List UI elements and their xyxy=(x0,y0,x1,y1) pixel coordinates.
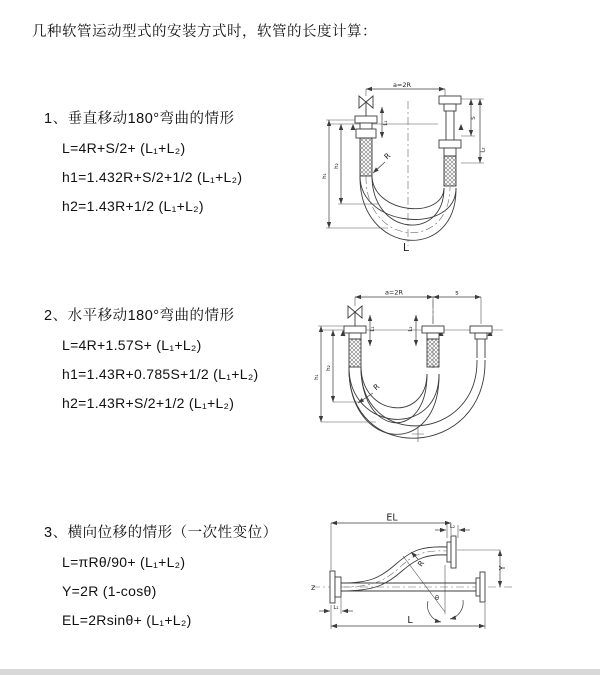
scan-edge-strip xyxy=(0,669,600,675)
d3-curved-hose xyxy=(341,547,447,591)
section-3 xyxy=(44,521,278,641)
formula-line: L=πRθ/90+ (L₁+L₂) xyxy=(62,554,186,570)
d3-dim-el-label: EL xyxy=(386,512,398,524)
d1-right-leg xyxy=(439,96,461,186)
d1-dim-h1-label: h₁ xyxy=(322,173,328,179)
d3-datum-label: Z xyxy=(311,584,316,592)
section-2-heading: 2、水平移动180°弯曲的情形 xyxy=(44,308,235,324)
formula-line: h1=1.432R+S/2+1/2 (L₁+L₂) xyxy=(62,169,243,185)
section-1 xyxy=(44,107,242,227)
d2-right-leg xyxy=(470,326,492,358)
d3-dim-l2-label: L₂ xyxy=(449,524,456,530)
d1-dim-a2r-label: a=2R xyxy=(392,81,412,89)
diagram-horizontal-bend xyxy=(298,282,558,472)
diagram-lateral-displacement xyxy=(300,508,580,673)
d3-left-flange xyxy=(330,571,341,603)
d1-radius-callout xyxy=(373,151,392,173)
formula-line: EL=2Rsinθ+ (L₁+L₂) xyxy=(62,612,192,628)
formula-line: L=4R+S/2+ (L₁+L₂) xyxy=(62,140,186,156)
d3-l1-dimension xyxy=(319,595,353,614)
d2-left-leg xyxy=(344,326,366,367)
d3-dim-l1-label: L₁ xyxy=(333,605,339,611)
d1-dim-l1-label: L₁ xyxy=(383,120,389,126)
section-2 xyxy=(44,304,259,424)
section-1-heading: 1、垂直移动180°弯曲的情形 xyxy=(44,111,235,127)
d1-length-label: L xyxy=(402,241,410,254)
d2-dim-h2-label: h₂ xyxy=(326,365,332,371)
d3-angle-label: θ xyxy=(435,594,439,602)
d1-radius-label: R xyxy=(382,151,393,162)
d2-top-dimensions xyxy=(355,289,481,325)
diagram-3-drawing xyxy=(300,508,580,668)
page-title: 几种软管运动型式的安装方式时，软管的长度计算： xyxy=(32,24,377,40)
d2-radius-label: R xyxy=(371,381,382,393)
formula-line: Y=2R (1-cosθ) xyxy=(62,583,157,599)
d2-hose-arcs xyxy=(349,360,485,442)
formula-line: L=4R+1.57S+ (L₁+L₂) xyxy=(62,337,202,353)
diagram-2-drawing xyxy=(298,282,558,467)
d3-dim-y-label: Y xyxy=(498,565,507,571)
d1-left-dimensions xyxy=(322,120,388,228)
d2-dim-l1-label: L₁ xyxy=(370,326,376,332)
d1-dim-s-label: S xyxy=(471,116,477,120)
d3-upper-flange xyxy=(447,536,456,568)
d2-middle-leg xyxy=(422,326,444,367)
d2-valve-icon xyxy=(348,306,362,326)
d3-dim-l-label: L xyxy=(407,615,413,626)
d1-reference-lines xyxy=(328,101,464,246)
d1-top-dimension xyxy=(366,81,445,96)
d2-dim-a2r-label: a=2R xyxy=(384,288,404,297)
d3-el-dimension xyxy=(331,513,451,571)
section-3-heading: 3、横向位移的情形（一次性变位） xyxy=(44,525,278,541)
d1-valve-icon xyxy=(359,96,373,116)
d2-dim-h1-label: h₁ xyxy=(314,374,320,380)
d1-dim-l2-label: L₂ xyxy=(480,147,487,153)
d1-left-leg xyxy=(355,116,377,176)
d1-dim-h2-label: h₂ xyxy=(334,163,340,169)
formula-line: h2=1.43R+1/2 (L₁+L₂) xyxy=(62,198,204,214)
formula-line: h2=1.43R+S/2+1/2 (L₁+L₂) xyxy=(62,395,235,411)
d2-dim-l2-label: L₂ xyxy=(408,326,414,332)
d3-l-dimension xyxy=(331,603,485,629)
d3-radius-label: R xyxy=(415,558,427,569)
d1-right-dimensions xyxy=(461,99,487,163)
d1-l1-dimension xyxy=(382,107,389,138)
d2-radius-callout xyxy=(358,382,381,403)
diagram-1-drawing xyxy=(298,76,543,256)
diagram-vertical-bend xyxy=(298,76,543,261)
d2-dim-s-label: s xyxy=(455,288,459,297)
d2-small-dimensions xyxy=(370,315,416,346)
formula-line: h1=1.43R+0.785S+1/2 (L₁+L₂) xyxy=(62,366,259,382)
